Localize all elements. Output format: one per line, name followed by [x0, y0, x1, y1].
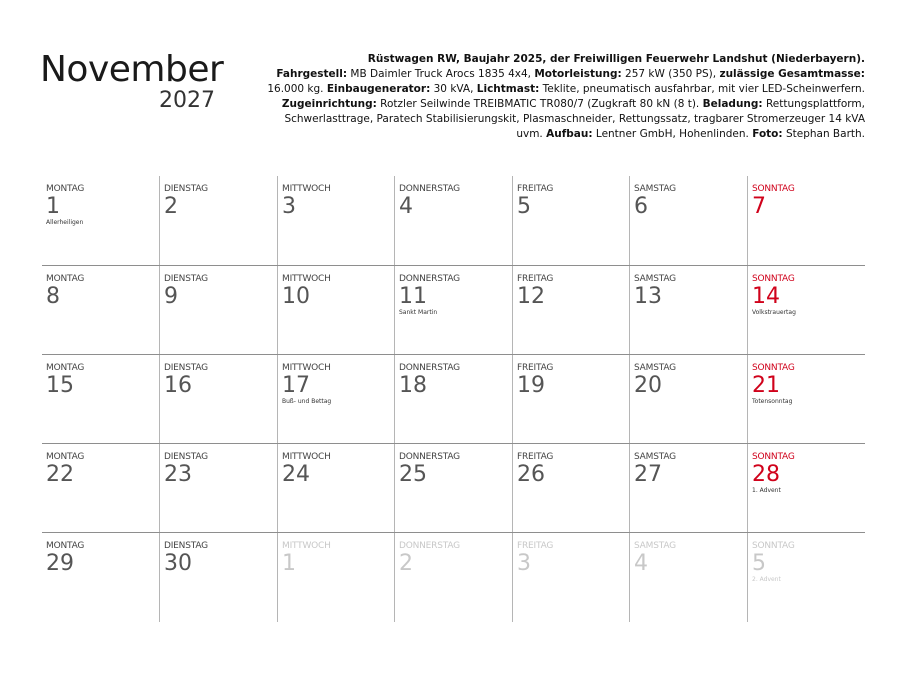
- calendar-day-cell: [629, 176, 748, 265]
- weekday-label: MITTWOCH: [282, 363, 331, 373]
- calendar-week-row: [42, 265, 865, 355]
- day-number: 16: [164, 373, 192, 398]
- day-number: 11: [399, 284, 427, 309]
- calendar-day-cell: [277, 355, 395, 444]
- calendar-grid: [42, 176, 865, 622]
- caption-label-masse: zulässige Gesamtmasse:: [719, 68, 865, 80]
- caption-label-foto: Foto:: [752, 128, 783, 140]
- day-number: 3: [517, 551, 531, 576]
- calendar-day-cell: [42, 176, 159, 265]
- holiday-label: Allerheiligen: [46, 219, 84, 226]
- caption-label-motor: Motorleistung:: [534, 68, 622, 80]
- day-number: 12: [517, 284, 545, 309]
- day-number: 17: [282, 373, 310, 398]
- calendar-day-cell: [159, 266, 278, 355]
- day-number: 7: [752, 194, 766, 219]
- holiday-label: Volkstrauertag: [752, 309, 796, 316]
- holiday-label: 2. Advent: [752, 576, 781, 583]
- caption-beladung: Rettungsplattform, Schwerlasttrage, Paratech Stabilisierungskit, Plasmaschneider, Rettungssatz, tragbarer Stromerzeuger 14 kVA uvm.: [284, 98, 865, 140]
- caption-lichtmast: Teklite, pneumatisch ausfahrbar, mit vier LED-Scheinwerfern.: [539, 83, 865, 95]
- caption-foto: Stephan Barth.: [782, 128, 865, 140]
- weekday-label: SONNTAG: [752, 452, 795, 462]
- photo-caption: [265, 52, 865, 142]
- caption-fahrgestell: MB Daimler Truck Arocs 1835 4x4,: [347, 68, 535, 80]
- caption-headline: Rüstwagen RW, Baujahr 2025, der Freiwilligen Feuerwehr Landshut (Niederbayern).: [367, 53, 865, 65]
- weekday-label: MITTWOCH: [282, 274, 331, 284]
- day-number: 19: [517, 373, 545, 398]
- weekday-label: SAMSTAG: [634, 184, 676, 194]
- day-number: 4: [634, 551, 648, 576]
- weekday-label: FREITAG: [517, 541, 554, 551]
- weekday-label: DIENSTAG: [164, 541, 208, 551]
- weekday-label: MONTAG: [46, 363, 85, 373]
- weekday-label: DIENSTAG: [164, 274, 208, 284]
- calendar-day-cell: [394, 533, 513, 622]
- day-number: 18: [399, 373, 427, 398]
- day-number: 4: [399, 194, 413, 219]
- day-number: 2: [399, 551, 413, 576]
- day-number: 29: [46, 551, 74, 576]
- calendar-day-cell: [159, 355, 278, 444]
- calendar-day-cell: [42, 355, 159, 444]
- calendar-day-cell: [512, 266, 630, 355]
- day-number: 24: [282, 462, 310, 487]
- weekday-label: MONTAG: [46, 184, 85, 194]
- day-number: 6: [634, 194, 648, 219]
- calendar-day-cell: [747, 533, 866, 622]
- calendar-day-cell: [747, 444, 866, 533]
- calendar-day-cell: [394, 355, 513, 444]
- caption-label-fahrgestell: Fahrgestell:: [276, 68, 348, 80]
- day-number: 1: [46, 194, 60, 219]
- weekday-label: FREITAG: [517, 274, 554, 284]
- calendar-day-cell: [394, 176, 513, 265]
- holiday-label: 1. Advent: [752, 487, 781, 494]
- caption-label-lichtmast: Lichtmast:: [476, 83, 540, 95]
- calendar-week-row: [42, 443, 865, 533]
- day-number: 26: [517, 462, 545, 487]
- day-number: 14: [752, 284, 780, 309]
- calendar-day-cell: [512, 533, 630, 622]
- day-number: 9: [164, 284, 178, 309]
- caption-label-generator: Einbaugenerator:: [326, 83, 431, 95]
- calendar-day-cell: [512, 176, 630, 265]
- calendar-day-cell: [394, 266, 513, 355]
- weekday-label: MITTWOCH: [282, 541, 331, 551]
- weekday-label: SONNTAG: [752, 363, 795, 373]
- calendar-week-row: [42, 176, 865, 265]
- weekday-label: MITTWOCH: [282, 452, 331, 462]
- weekday-label: DONNERSTAG: [399, 274, 460, 284]
- calendar-day-cell: [629, 533, 748, 622]
- caption-masse: 16.000 kg.: [267, 83, 327, 95]
- calendar-day-cell: [159, 444, 278, 533]
- calendar-week-row: [42, 532, 865, 622]
- weekday-label: SONNTAG: [752, 274, 795, 284]
- weekday-label: DIENSTAG: [164, 184, 208, 194]
- holiday-label: Buß- und Bettag: [282, 398, 332, 405]
- caption-label-zug: Zugeinrichtung:: [281, 98, 377, 110]
- calendar-day-cell: [277, 176, 395, 265]
- weekday-label: MONTAG: [46, 541, 85, 551]
- day-number: 5: [517, 194, 531, 219]
- weekday-label: FREITAG: [517, 184, 554, 194]
- caption-generator: 30 kVA,: [430, 83, 477, 95]
- caption-label-aufbau: Aufbau:: [546, 128, 593, 140]
- weekday-label: SAMSTAG: [634, 541, 676, 551]
- day-number: 13: [634, 284, 662, 309]
- caption-label-beladung: Beladung:: [702, 98, 763, 110]
- calendar-day-cell: [277, 444, 395, 533]
- day-number: 21: [752, 373, 780, 398]
- calendar-day-cell: [747, 266, 866, 355]
- day-number: 10: [282, 284, 310, 309]
- day-number: 30: [164, 551, 192, 576]
- day-number: 20: [634, 373, 662, 398]
- weekday-label: FREITAG: [517, 363, 554, 373]
- month-title-block: [40, 49, 224, 114]
- month-title: November: [40, 49, 224, 90]
- day-number: 25: [399, 462, 427, 487]
- calendar-day-cell: [277, 533, 395, 622]
- weekday-label: FREITAG: [517, 452, 554, 462]
- weekday-label: MONTAG: [46, 452, 85, 462]
- weekday-label: SAMSTAG: [634, 363, 676, 373]
- weekday-label: SAMSTAG: [634, 274, 676, 284]
- caption-aufbau: Lentner GmbH, Hohenlinden.: [592, 128, 753, 140]
- calendar-week-row: [42, 354, 865, 444]
- day-number: 27: [634, 462, 662, 487]
- weekday-label: SONNTAG: [752, 184, 795, 194]
- calendar-day-cell: [512, 444, 630, 533]
- calendar-day-cell: [629, 444, 748, 533]
- calendar-day-cell: [159, 533, 278, 622]
- day-number: 15: [46, 373, 74, 398]
- day-number: 23: [164, 462, 192, 487]
- calendar-day-cell: [42, 533, 159, 622]
- calendar-day-cell: [747, 355, 866, 444]
- caption-motor: 257 kW (350 PS),: [621, 68, 720, 80]
- calendar-day-cell: [42, 266, 159, 355]
- weekday-label: DONNERSTAG: [399, 452, 460, 462]
- calendar-day-cell: [42, 444, 159, 533]
- weekday-label: DONNERSTAG: [399, 541, 460, 551]
- day-number: 22: [46, 462, 74, 487]
- weekday-label: MONTAG: [46, 274, 85, 284]
- calendar-day-cell: [394, 444, 513, 533]
- calendar-day-cell: [512, 355, 630, 444]
- weekday-label: SAMSTAG: [634, 452, 676, 462]
- holiday-label: Sankt Martin: [399, 309, 438, 316]
- caption-zug: Rotzler Seilwinde TREIBMATIC TR080/7 (Zugkraft 80 kN (8 t).: [376, 98, 703, 110]
- calendar-day-cell: [629, 355, 748, 444]
- day-number: 5: [752, 551, 766, 576]
- calendar-day-cell: [747, 176, 866, 265]
- calendar-day-cell: [159, 176, 278, 265]
- weekday-label: DONNERSTAG: [399, 363, 460, 373]
- weekday-label: DIENSTAG: [164, 452, 208, 462]
- weekday-label: DIENSTAG: [164, 363, 208, 373]
- day-number: 8: [46, 284, 60, 309]
- holiday-label: Totensonntag: [752, 398, 793, 405]
- year-title: 2027: [159, 88, 215, 113]
- weekday-label: SONNTAG: [752, 541, 795, 551]
- calendar-day-cell: [629, 266, 748, 355]
- day-number: 1: [282, 551, 296, 576]
- weekday-label: DONNERSTAG: [399, 184, 460, 194]
- calendar-day-cell: [277, 266, 395, 355]
- day-number: 28: [752, 462, 780, 487]
- day-number: 3: [282, 194, 296, 219]
- day-number: 2: [164, 194, 178, 219]
- weekday-label: MITTWOCH: [282, 184, 331, 194]
